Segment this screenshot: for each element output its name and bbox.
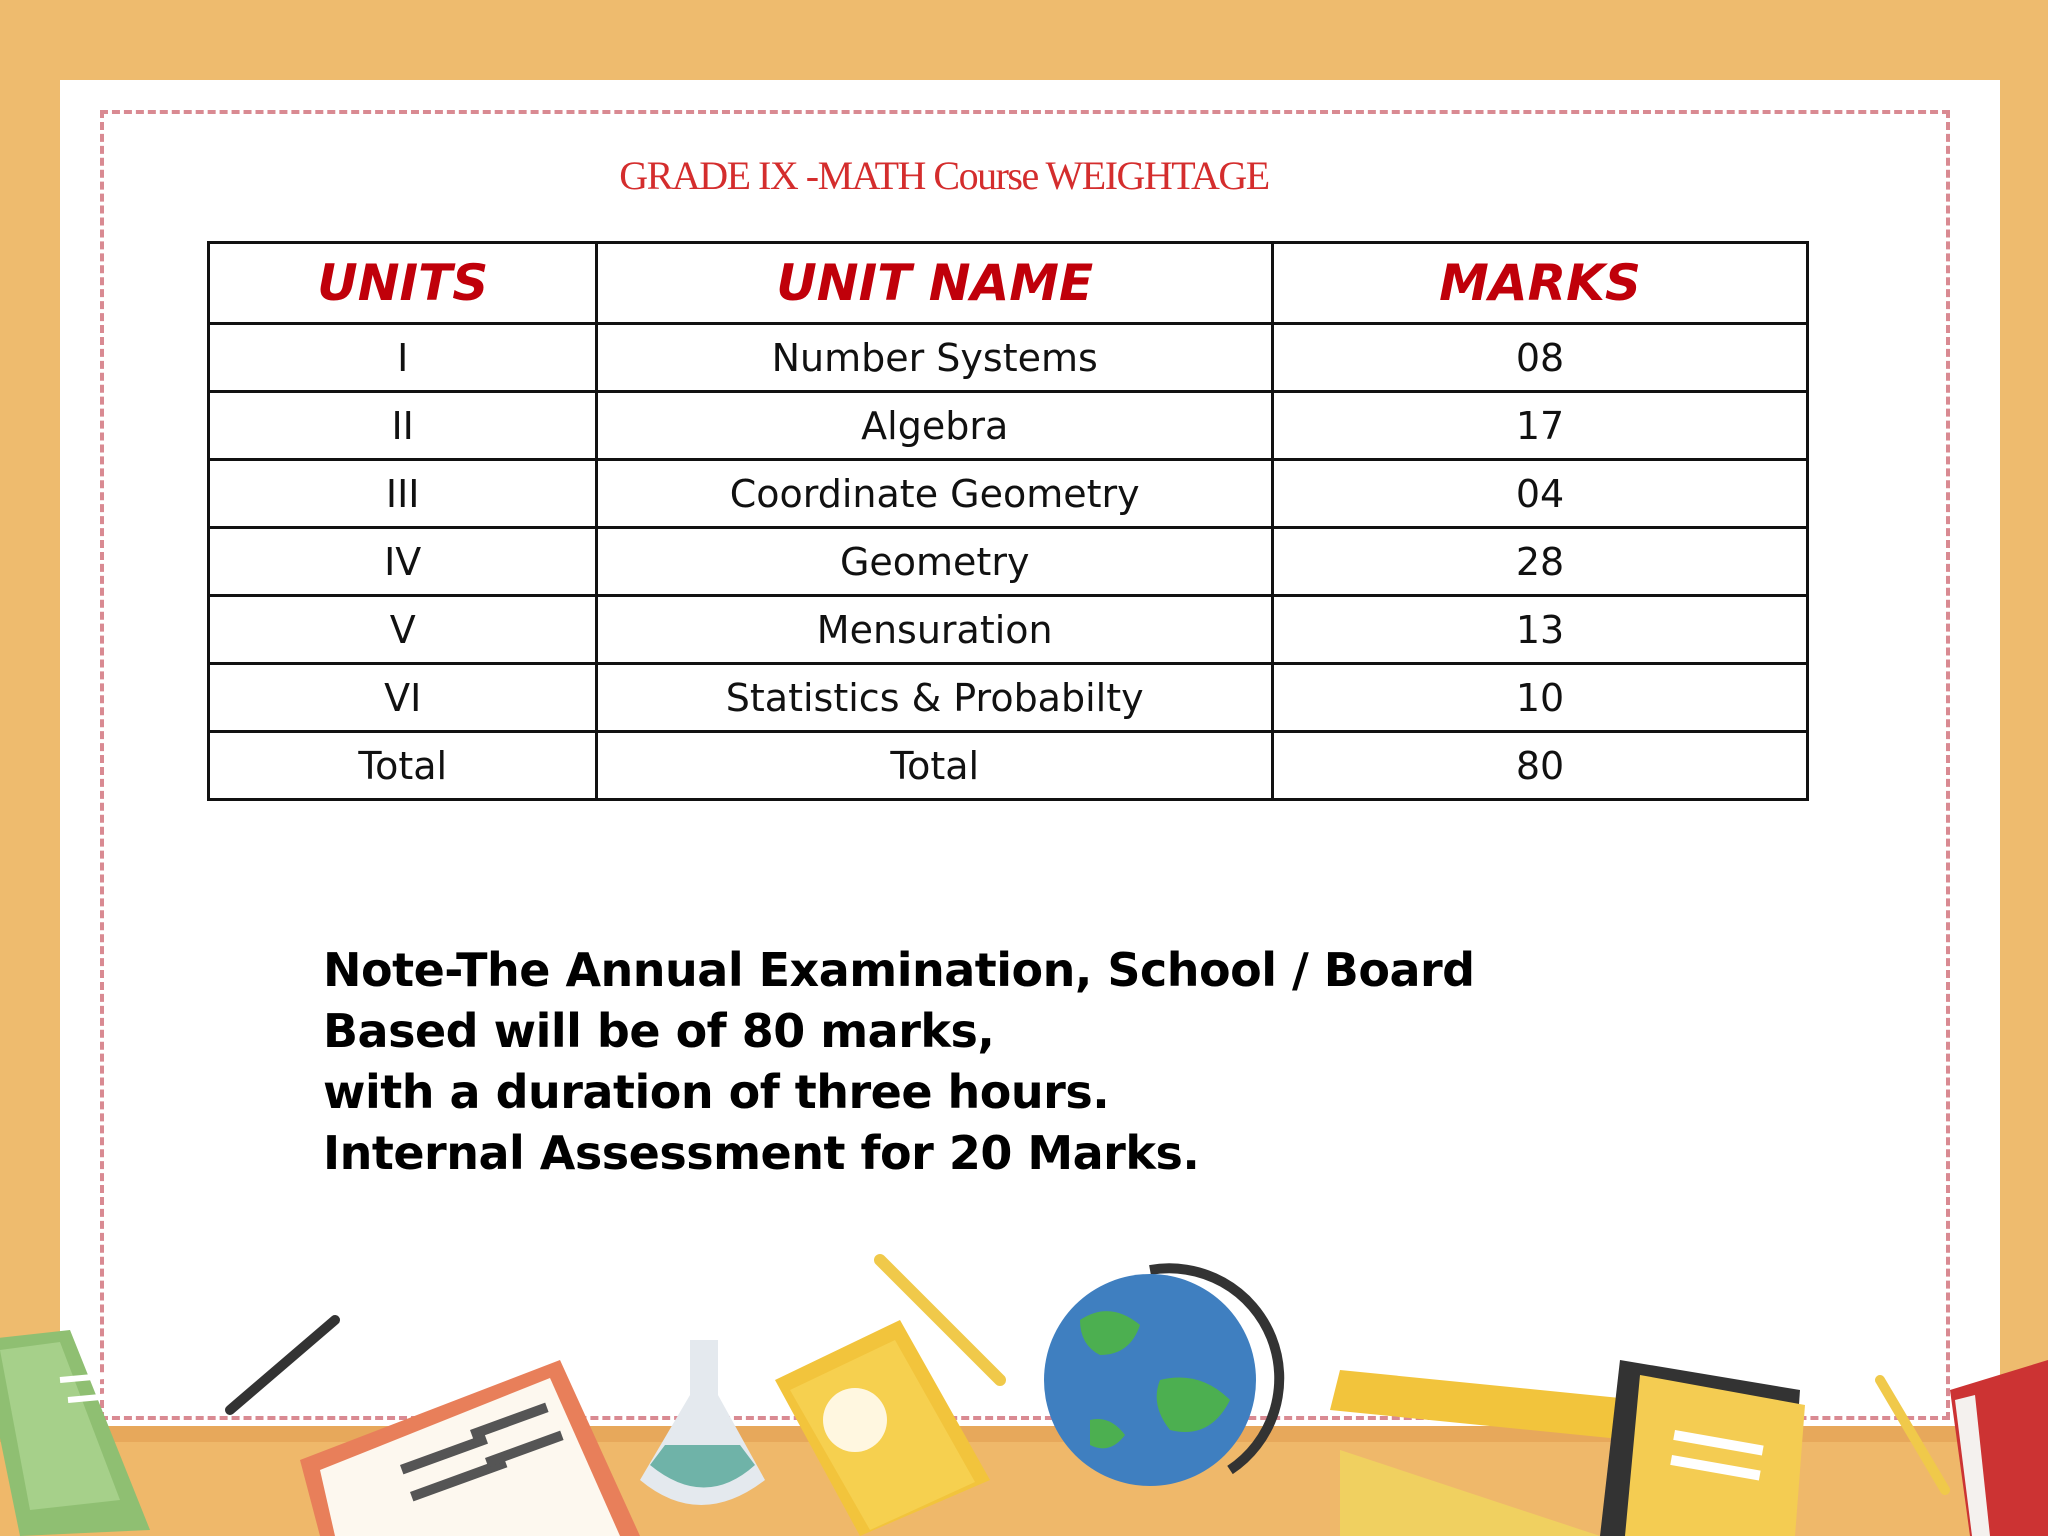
table-row xyxy=(209,392,1808,460)
globe-icon xyxy=(1044,1268,1279,1486)
note-line: Note-The Annual Examination, School / Board xyxy=(323,943,1475,997)
open-book-icon xyxy=(300,1360,640,1536)
marks-cell: 08 xyxy=(1273,324,1808,392)
table-row xyxy=(209,596,1808,664)
marks-cell: 04 xyxy=(1273,460,1808,528)
unit-cell: III xyxy=(209,460,597,528)
weightage-table xyxy=(207,241,1809,801)
school-supplies-illustration xyxy=(0,1230,2048,1536)
header-units: UNITS xyxy=(209,243,597,324)
table-row-total xyxy=(209,732,1808,800)
page-title: GRADE IX -MATH Course WEIGHTAGE xyxy=(619,153,1269,198)
table-header-row xyxy=(209,243,1808,324)
unit-name-cell: Coordinate Geometry xyxy=(597,460,1273,528)
unit-name-cell: Algebra xyxy=(597,392,1273,460)
unit-cell: II xyxy=(209,392,597,460)
table-row xyxy=(209,324,1808,392)
marks-cell: 28 xyxy=(1273,528,1808,596)
note-line: Based will be of 80 marks, xyxy=(323,1004,995,1058)
unit-name-cell: Statistics & Probabilty xyxy=(597,664,1273,732)
unit-name-cell: Number Systems xyxy=(597,324,1273,392)
unit-name-cell: Mensuration xyxy=(597,596,1273,664)
unit-cell: V xyxy=(209,596,597,664)
flask-icon xyxy=(640,1340,765,1505)
unit-name-cell: Geometry xyxy=(597,528,1273,596)
note-line: Internal Assessment for 20 Marks. xyxy=(323,1126,1200,1180)
unit-cell: IV xyxy=(209,528,597,596)
exam-note xyxy=(323,940,1475,1184)
table-row xyxy=(209,528,1808,596)
unit-cell: Total xyxy=(209,732,597,800)
header-marks: MARKS xyxy=(1273,243,1808,324)
marks-cell: 13 xyxy=(1273,596,1808,664)
marks-cell: 10 xyxy=(1273,664,1808,732)
table-row xyxy=(209,460,1808,528)
note-line: with a duration of three hours. xyxy=(323,1065,1110,1119)
header-unit-name: UNIT NAME xyxy=(597,243,1273,324)
unit-cell: I xyxy=(209,324,597,392)
marks-cell: 17 xyxy=(1273,392,1808,460)
unit-cell: VI xyxy=(209,664,597,732)
marks-cell: 80 xyxy=(1273,732,1808,800)
table-row xyxy=(209,664,1808,732)
unit-name-cell: Total xyxy=(597,732,1273,800)
